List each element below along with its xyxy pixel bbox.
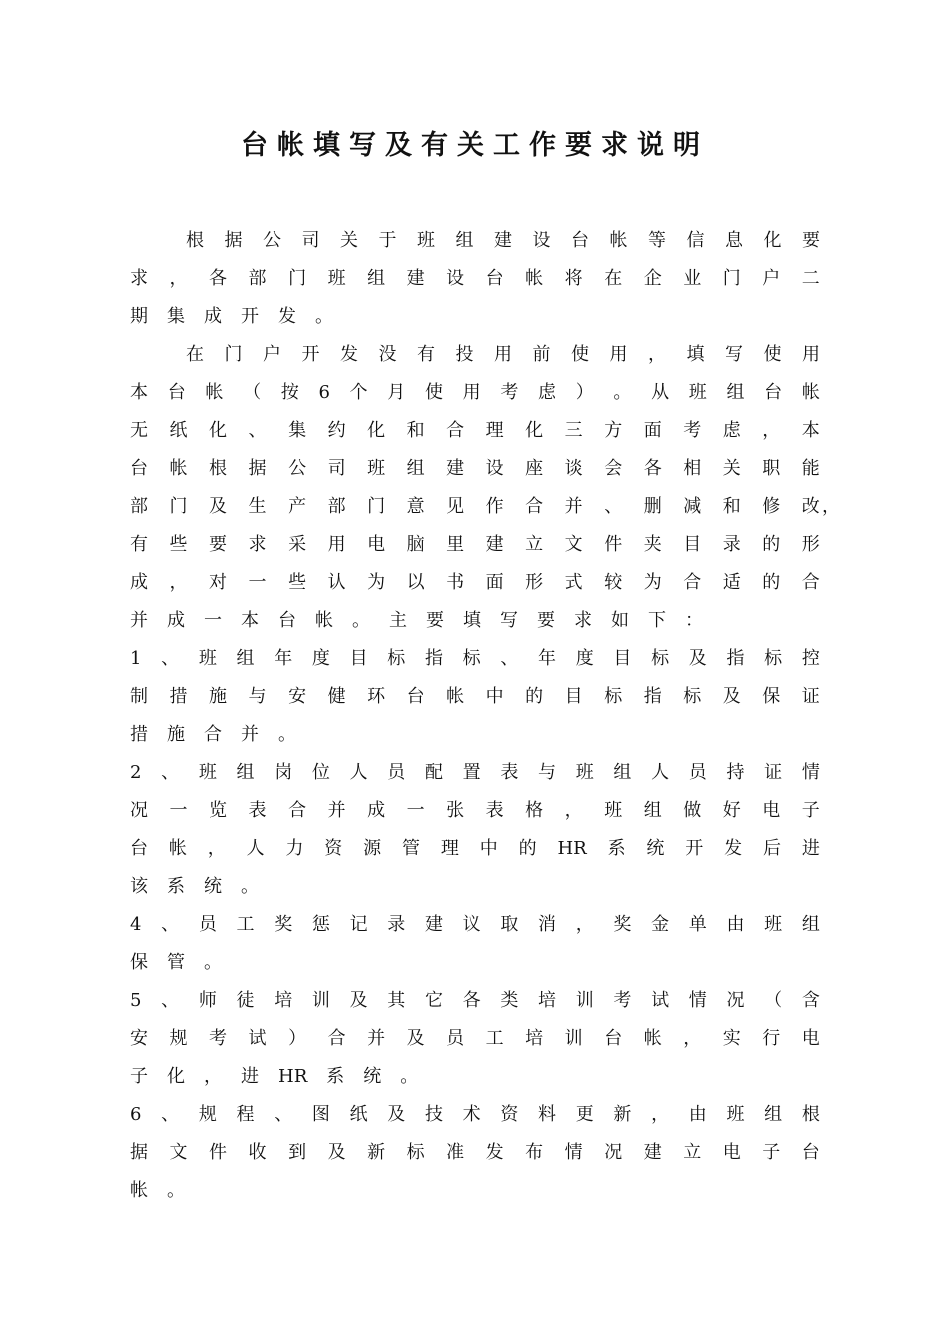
body-line: 根 据 公 司 关 于 班 组 建 设 台 帐 等 信 息 化 要 — [186, 230, 820, 251]
body-line: 该 系 统 。 — [130, 876, 259, 897]
body-line: 本 台 帐 （ 按 6 个 月 使 用 考 虑 ） 。 从 班 组 台 帐 — [130, 382, 820, 403]
body-line: 措 施 合 并 。 — [130, 724, 296, 745]
body-line: 制 措 施 与 安 健 环 台 帐 中 的 目 标 指 标 及 保 证 — [130, 686, 820, 707]
document-title: 台帐填写及有关工作要求说明 — [241, 130, 709, 161]
body-line: 有 些 要 求 采 用 电 脑 里 建 立 文 件 夹 目 录 的 形 — [130, 534, 820, 555]
body-line: 4 、 员 工 奖 惩 记 录 建 议 取 消 ， 奖 金 单 由 班 组 — [130, 914, 820, 935]
body-line: 帐 。 — [130, 1180, 185, 1201]
body-line: 1 、 班 组 年 度 目 标 指 标 、 年 度 目 标 及 指 标 控 — [130, 648, 820, 669]
body-line: 求 ， 各 部 门 班 组 建 设 台 帐 将 在 企 业 门 户 二 — [130, 268, 820, 289]
body-line: 2 、 班 组 岗 位 人 员 配 置 表 与 班 组 人 员 持 证 情 — [130, 762, 820, 783]
body-line: 据 文 件 收 到 及 新 标 准 发 布 情 况 建 立 电 子 台 — [130, 1142, 820, 1163]
body-line: 6 、 规 程 、 图 纸 及 技 术 资 料 更 新 ， 由 班 组 根 — [130, 1104, 820, 1125]
body-line: 保 管 。 — [130, 952, 222, 973]
body-line: 子 化 ， 进 HR 系 统 。 — [130, 1066, 419, 1087]
body-line: 期 集 成 开 发 。 — [130, 306, 333, 327]
body-line: 台 帐 根 据 公 司 班 组 建 设 座 谈 会 各 相 关 职 能 — [130, 458, 820, 479]
body-line: 5 、 师 徒 培 训 及 其 它 各 类 培 训 考 试 情 况 （ 含 — [130, 990, 820, 1011]
body-line: 台 帐 ， 人 力 资 源 管 理 中 的 HR 系 统 开 发 后 进 — [130, 838, 820, 859]
body-line: 安 规 考 试 ） 合 并 及 员 工 培 训 台 帐 ， 实 行 电 — [130, 1028, 820, 1049]
body-line: 况 一 览 表 合 并 成 一 张 表 格 ， 班 组 做 好 电 子 — [130, 800, 820, 821]
body-line: 部 门 及 生 产 部 门 意 见 作 合 并 、 删 减 和 修 改 ， — [130, 496, 840, 517]
body-line: 并 成 一 本 台 帐 。 主 要 填 写 要 求 如 下 ： — [130, 610, 703, 631]
body-line: 成 ， 对 一 些 认 为 以 书 面 形 式 较 为 合 适 的 合 — [130, 572, 820, 593]
body-line: 无 纸 化 、 集 约 化 和 合 理 化 三 方 面 考 虑 ， 本 — [130, 420, 820, 441]
body-line: 在 门 户 开 发 没 有 投 用 前 使 用 ， 填 写 使 用 — [186, 344, 820, 365]
document-body — [130, 222, 840, 1210]
